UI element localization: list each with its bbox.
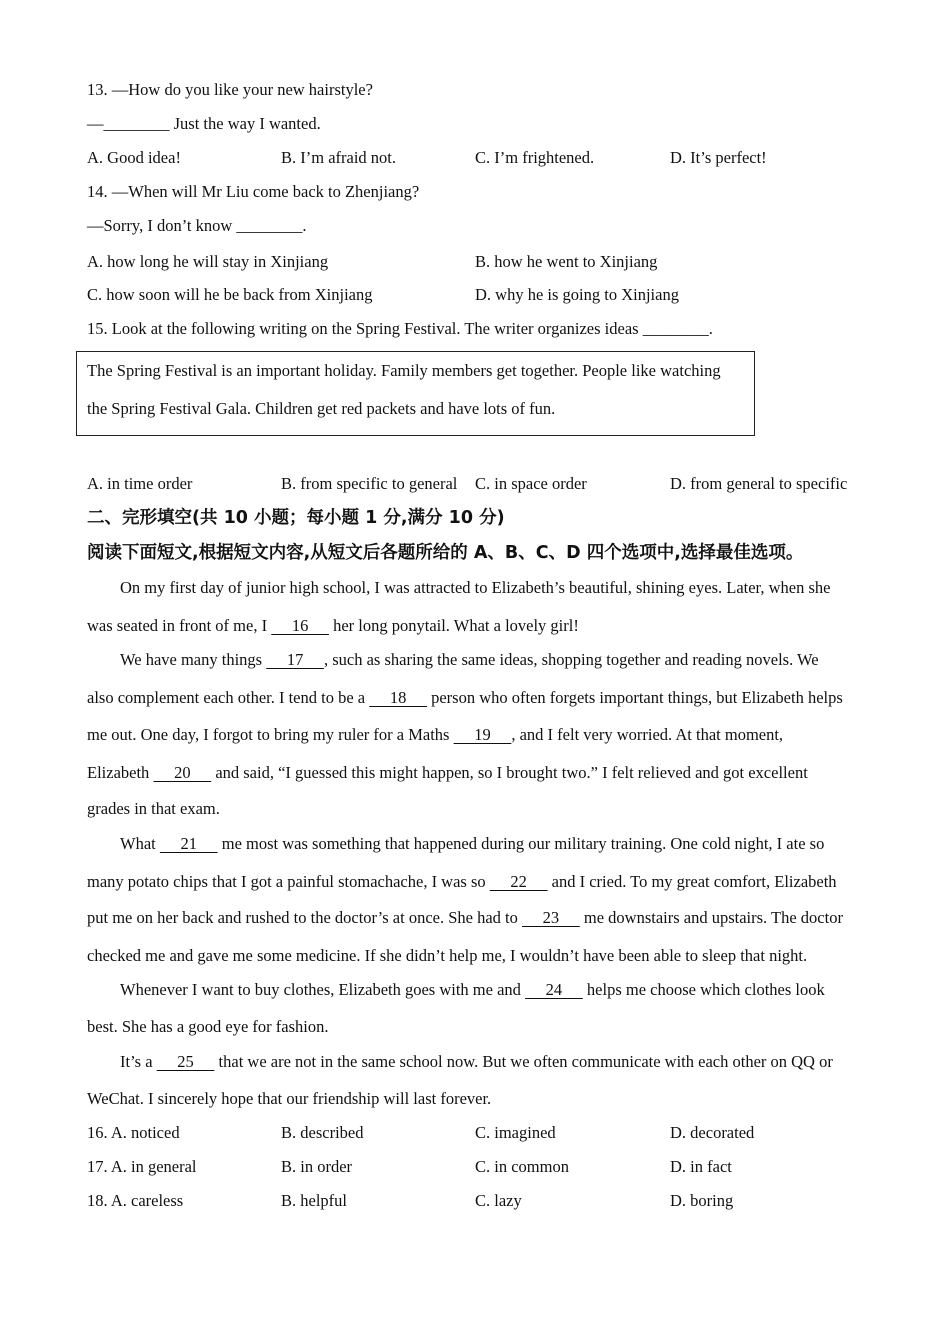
q17-option-c: C. in common	[475, 1157, 569, 1176]
passage-line: best. She has a good eye for fashion.	[87, 1017, 329, 1036]
q18-option-a: 18. A. careless	[87, 1191, 184, 1210]
section-heading: 二、完形填空(共 10 小题；每小题 1 分,满分 10 分)	[87, 508, 505, 528]
passage-line: What 21 me most was something that happened during our military training. One cold night, I ate so	[120, 834, 825, 853]
q18-option-c: C. lazy	[475, 1191, 522, 1210]
passage-line: Elizabeth 20 and said, “I guessed this might happen, so I brought two.” I felt relieved and got excellent	[87, 763, 808, 782]
q16-option-d: D. decorated	[670, 1123, 755, 1142]
q14-option-a: A. how long he will stay in Xinjiang	[87, 252, 329, 271]
passage-line: me out. One day, I forgot to bring my ruler for a Maths 19 , and I felt very worried. At that moment,	[87, 725, 784, 744]
passage-line: We have many things 17 , such as sharing the same ideas, shopping together and reading novels. We	[120, 650, 819, 669]
blank-22: 22	[489, 872, 548, 891]
blank-21: 21	[159, 834, 218, 853]
passage-line: many potato chips that I got a painful stomachache, I was so 22 and I cried. To my great comfort, Elizabeth	[87, 872, 837, 891]
q13-option-b: B. I’m afraid not.	[281, 148, 397, 167]
q14-option-d: D. why he is going to Xinjiang	[475, 285, 679, 304]
blank-16: 16	[271, 616, 329, 635]
q15-option-c: C. in space order	[475, 474, 587, 493]
q15-box-line-2: the Spring Festival Gala. Children get red packets and have lots of fun.	[87, 399, 556, 418]
passage-line: grades in that exam.	[87, 799, 220, 818]
blank-25: 25	[156, 1052, 215, 1071]
passage-line: also complement each other. I tend to be a 18 person who often forgets important things, but Elizabeth helps	[87, 688, 843, 707]
blank-20: 20	[153, 763, 212, 782]
passage-line: It’s a 25 that we are not in the same school now. But we often communicate with each other on QQ or	[120, 1052, 833, 1071]
q15-option-b: B. from specific to general	[281, 474, 458, 493]
q17-option-a: 17. A. in general	[87, 1157, 197, 1176]
passage-line: On my first day of junior high school, I was attracted to Elizabeth’s beautiful, shining eyes. Later, when she	[120, 578, 831, 597]
q13-stem: 13. —How do you like your new hairstyle?	[87, 80, 373, 99]
blank-17: 17	[266, 650, 324, 669]
blank-19: 19	[453, 725, 512, 744]
q15-option-a: A. in time order	[87, 474, 193, 493]
q18-option-d: D. boring	[670, 1191, 734, 1210]
passage-line: was seated in front of me, I 16 her long ponytail. What a lovely girl!	[87, 616, 579, 635]
q14-option-c: C. how soon will he be back from Xinjiang	[87, 285, 373, 304]
q13-option-d: D. It’s perfect!	[670, 148, 767, 167]
q16-option-b: B. described	[281, 1123, 364, 1142]
blank-23: 23	[522, 908, 580, 927]
q17-option-d: D. in fact	[670, 1157, 732, 1176]
blank-24: 24	[525, 980, 583, 999]
passage-line: put me on her back and rushed to the doctor’s at once. She had to 23 me downstairs and upstairs. The doctor	[87, 908, 843, 927]
q13-option-a: A. Good idea!	[87, 148, 181, 167]
q15-stem: 15. Look at the following writing on the Spring Festival. The writer organizes ideas ________.	[87, 319, 713, 338]
q13-option-c: C. I’m frightened.	[475, 148, 595, 167]
passage-line: checked me and gave me some medicine. If she didn’t help me, I wouldn’t have been able to sleep that night.	[87, 946, 808, 965]
section-instruction: 阅读下面短文,根据短文内容,从短文后各题所给的 A、B、C、D 四个选项中,选择最佳选项。	[87, 543, 804, 563]
q17-option-b: B. in order	[281, 1157, 353, 1176]
passage-line: Whenever I want to buy clothes, Elizabeth goes with me and 24 helps me choose which clothes look	[120, 980, 825, 999]
q15-box-line-1: The Spring Festival is an important holiday. Family members get together. People like watching	[87, 361, 721, 380]
q14-option-b: B. how he went to Xinjiang	[475, 252, 658, 271]
q18-option-b: B. helpful	[281, 1191, 347, 1210]
q14-stem: 14. —When will Mr Liu come back to Zhenjiang?	[87, 182, 420, 201]
passage-line: WeChat. I sincerely hope that our friendship will last forever.	[87, 1089, 492, 1108]
q15-passage-box	[76, 351, 755, 436]
q13-reply: —________ Just the way I wanted.	[87, 114, 321, 133]
q16-option-a: 16. A. noticed	[87, 1123, 180, 1142]
q14-reply: —Sorry, I don’t know ________.	[87, 216, 307, 235]
q15-option-d: D. from general to specific	[670, 474, 848, 493]
q16-option-c: C. imagined	[475, 1123, 556, 1142]
blank-18: 18	[369, 688, 427, 707]
